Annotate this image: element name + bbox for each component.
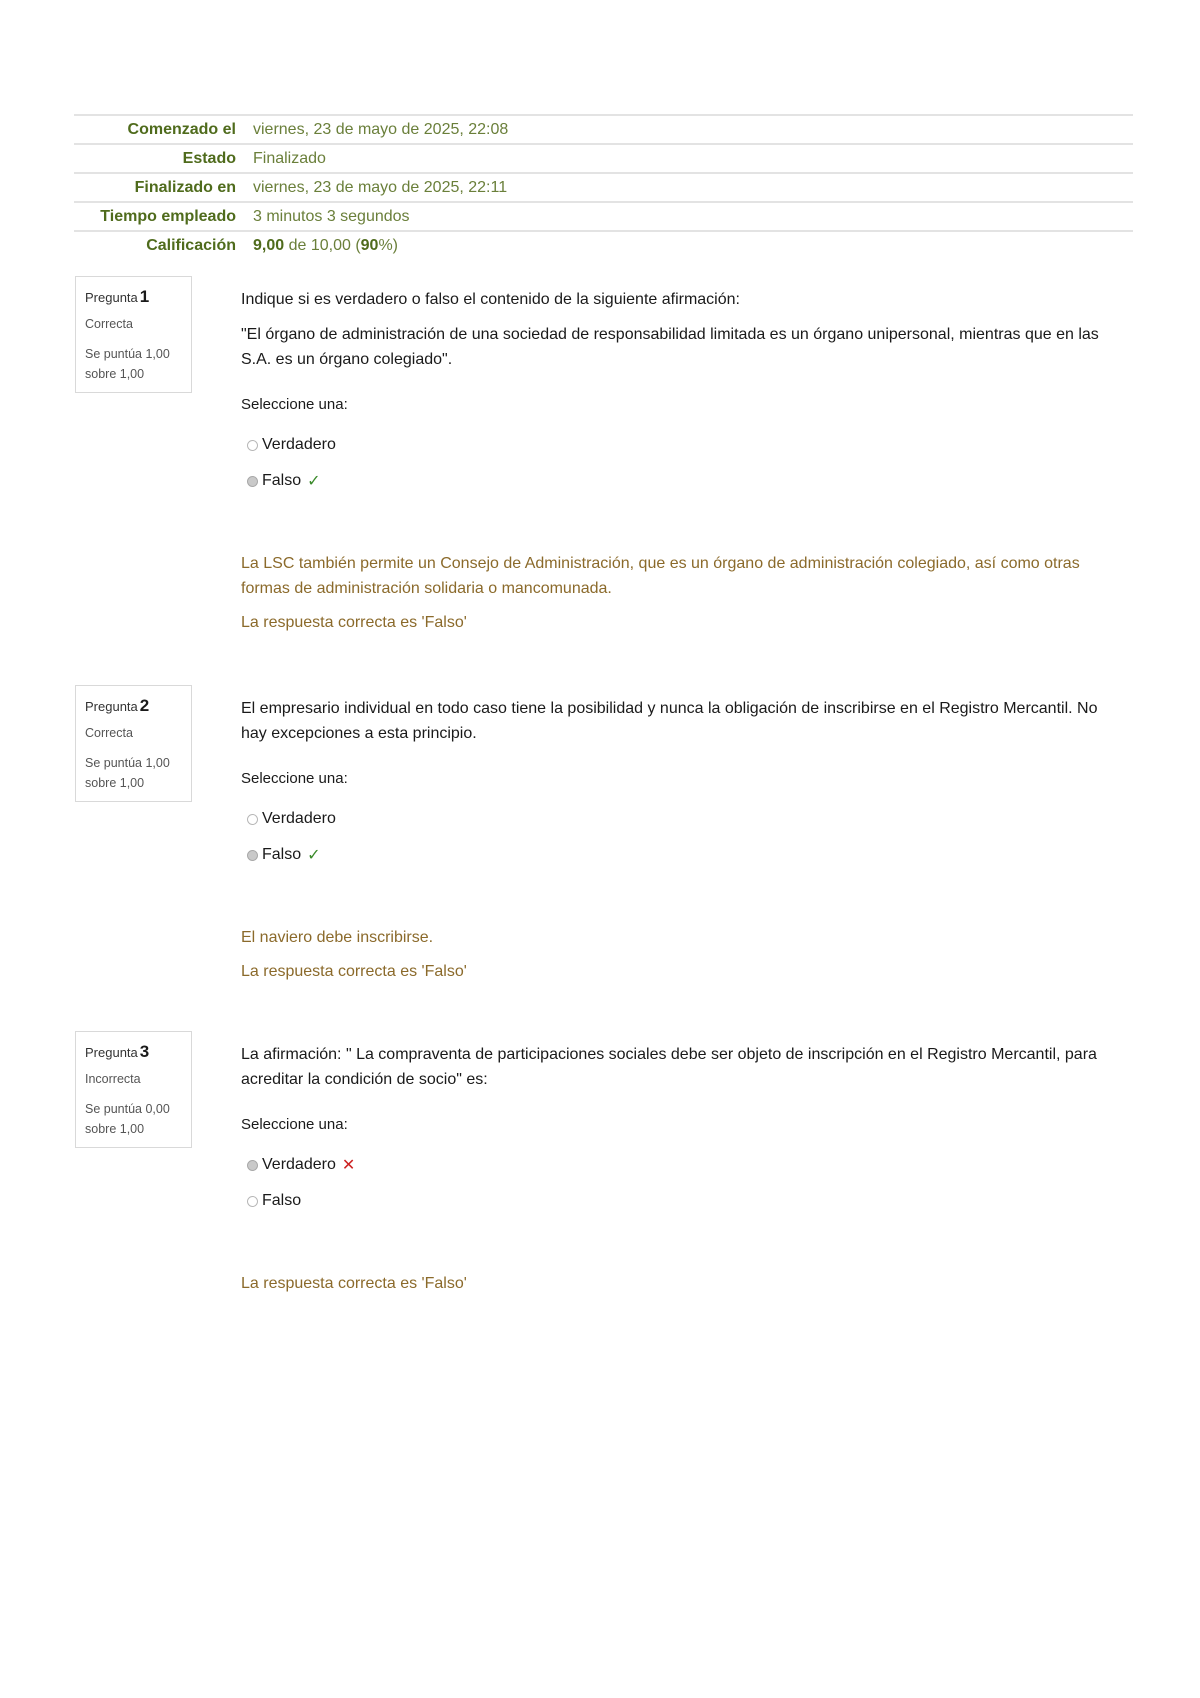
summary-row-time-taken — [74, 203, 1133, 232]
radio-button[interactable] — [247, 814, 258, 825]
summary-value: viernes, 23 de mayo de 2025, 22:11 — [253, 178, 508, 196]
question-text-paragraph: La afirmación: " La compraventa de participaciones sociales debe ser objeto de inscripción en el Registro Mercantil, para acreditar la condición de socio" es: — [241, 1046, 1097, 1088]
answer-option[interactable] — [241, 463, 1121, 499]
grade-percent-suffix: %) — [378, 236, 399, 254]
question-label: Pregunta — [85, 699, 138, 714]
answer-option[interactable] — [241, 837, 1121, 873]
question-state: Incorrecta — [85, 1072, 141, 1086]
answer-option-label: Verdadero — [262, 1156, 336, 1173]
question-grade — [85, 753, 182, 793]
answer-option-label: Verdadero — [262, 810, 336, 827]
question-grade-line: Se puntúa 0,00 — [85, 1102, 170, 1116]
question-content — [241, 1031, 1121, 1305]
question-content — [241, 685, 1121, 993]
question-state: Correcta — [85, 317, 133, 331]
question-number — [85, 1042, 182, 1062]
question-text — [241, 1042, 1121, 1092]
check-icon: ✓ — [307, 847, 321, 864]
grade-of-text: de 10,00 ( — [288, 236, 361, 254]
cross-icon: ✕ — [341, 1157, 356, 1174]
right-answer: La respuesta correcta es 'Falso' — [241, 963, 467, 980]
question-text — [241, 696, 1121, 746]
question-label: Pregunta — [85, 290, 138, 305]
question-text — [241, 287, 1121, 372]
question-number — [85, 287, 182, 307]
radio-button[interactable] — [247, 1196, 258, 1207]
summary-value: Finalizado — [253, 149, 326, 167]
right-answer: La respuesta correcta es 'Falso' — [241, 1275, 467, 1292]
question-number-value: 1 — [139, 287, 150, 306]
answer-option[interactable] — [241, 1147, 1121, 1183]
summary-label: Comenzado el — [127, 120, 236, 138]
question-grade — [85, 344, 182, 384]
radio-button[interactable] — [247, 476, 258, 487]
summary-value: viernes, 23 de mayo de 2025, 22:08 — [253, 120, 509, 138]
question-feedback — [241, 925, 1121, 984]
grade-score: 9,00 — [253, 236, 285, 254]
feedback-text: La LSC también permite un Consejo de Administración, que es un órgano de administración colegiado, así como otras formas de administración solidaria o mancomunada. — [241, 555, 1080, 597]
question-feedback — [241, 551, 1121, 635]
question-text-paragraph: "El órgano de administración de una sociedad de responsabilidad limitada es un órgano unipersonal, mientras que en las S.A. es un órgano colegiado". — [241, 326, 1099, 368]
answer-option-label: Verdadero — [262, 436, 336, 453]
question-grade-line: sobre 1,00 — [85, 776, 145, 790]
attempt-summary-table — [74, 114, 1133, 259]
answer-option[interactable] — [241, 1183, 1121, 1219]
summary-label: Tiempo empleado — [100, 207, 236, 225]
question-grade-line: sobre 1,00 — [85, 1122, 145, 1136]
answer-prompt: Seleccione una: — [241, 396, 348, 413]
grade-percent: 90 — [360, 236, 379, 254]
answer-options — [241, 1147, 1121, 1219]
feedback-text: El naviero debe inscribirse. — [241, 929, 434, 946]
summary-row-started — [74, 116, 1133, 145]
question-text-paragraph: El empresario individual en todo caso tiene la posibilidad y nunca la obligación de inscribirse en el Registro Mercantil. No hay excepciones a esta principio. — [241, 700, 1098, 742]
summary-row-finished — [74, 174, 1133, 203]
question-number-value: 2 — [139, 696, 150, 715]
question-state: Correcta — [85, 726, 133, 740]
answer-option[interactable] — [241, 427, 1121, 463]
question-grade-line: Se puntúa 1,00 — [85, 347, 170, 361]
question-number-value: 3 — [139, 1042, 150, 1061]
question-info-box — [75, 685, 192, 802]
summary-row-grade — [74, 232, 1133, 259]
answer-options — [241, 427, 1121, 499]
right-answer: La respuesta correcta es 'Falso' — [241, 614, 467, 631]
answer-prompt: Seleccione una: — [241, 1116, 348, 1133]
answer-option-label: Falso — [262, 472, 302, 489]
answer-option-label: Falso — [262, 846, 302, 863]
question-feedback — [241, 1271, 1121, 1296]
question-text-paragraph: Indique si es verdadero o falso el contenido de la siguiente afirmación: — [241, 291, 740, 308]
radio-button[interactable] — [247, 440, 258, 451]
question-info-box — [75, 1031, 192, 1148]
answer-prompt: Seleccione una: — [241, 770, 348, 787]
summary-label: Estado — [182, 149, 236, 167]
summary-value: 3 minutos 3 segundos — [253, 207, 410, 225]
answer-option-label: Falso — [262, 1192, 302, 1209]
summary-row-state — [74, 145, 1133, 174]
question-info-box — [75, 276, 192, 393]
answer-option[interactable] — [241, 801, 1121, 837]
question-grade — [85, 1099, 182, 1139]
question-content — [241, 276, 1121, 644]
grade-value — [253, 237, 398, 255]
question-label: Pregunta — [85, 1045, 138, 1060]
check-icon: ✓ — [307, 473, 321, 490]
question-grade-line: Se puntúa 1,00 — [85, 756, 170, 770]
question-number — [85, 696, 182, 716]
summary-label: Finalizado en — [134, 178, 236, 196]
radio-button[interactable] — [247, 850, 258, 861]
answer-options — [241, 801, 1121, 873]
radio-button[interactable] — [247, 1160, 258, 1171]
summary-label: Calificación — [146, 236, 236, 254]
question-grade-line: sobre 1,00 — [85, 367, 145, 381]
